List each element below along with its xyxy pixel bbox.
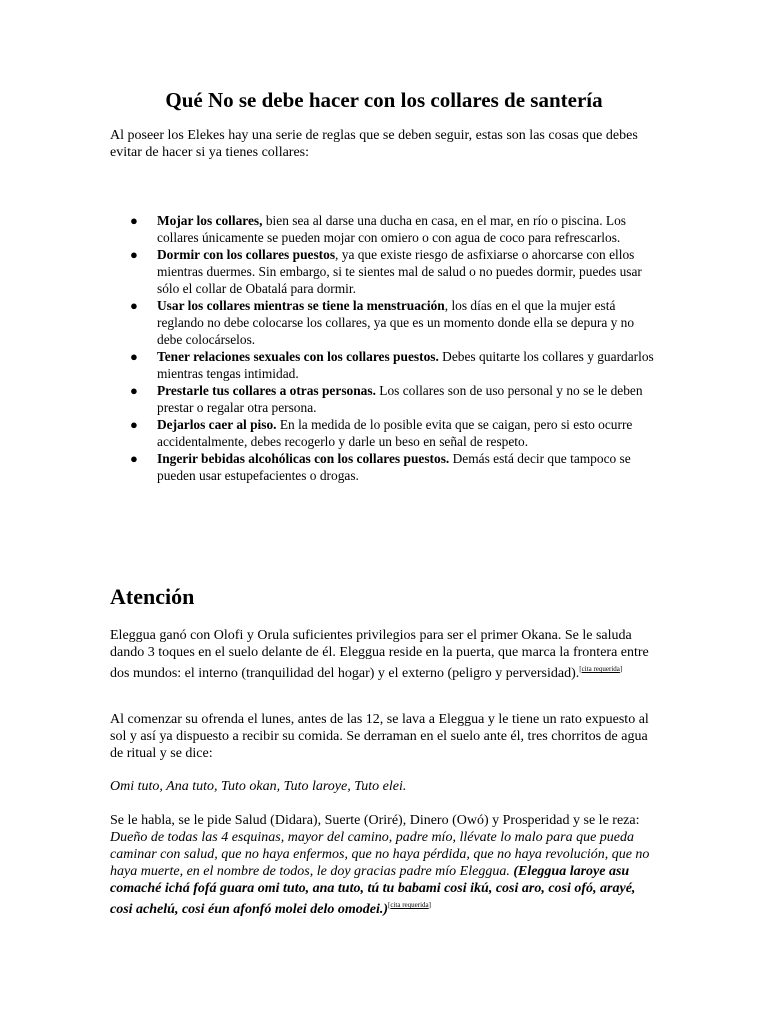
rule-text: bien sea al darse una ducha en casa, en el mar, en río o piscina. Los collares únicamente se pueden mojar con omiero o con agua de coco para refrescarlos.	[157, 213, 626, 245]
bullet-icon: ●	[130, 383, 138, 398]
rule-text: , los días en el que la mujer está reglando no debe colocarse los collares, ya que es un momento donde ella se depura y no debe colocárselos.	[157, 298, 635, 347]
bullet-icon: ●	[130, 213, 138, 228]
paragraph-prayer	[110, 812, 660, 918]
rule-text: Demás está decir que tampoco se pueden usar estupefacientes o drogas.	[157, 451, 631, 483]
citation-needed: [cita requerida]	[579, 665, 623, 673]
paragraph-eleggua	[110, 627, 660, 682]
intro-paragraph: Al poseer los Elekes hay una serie de reglas que se deben seguir, estas son las cosas que debes evitar de hacer si ya tienes collares:	[110, 128, 638, 160]
citation-link[interactable]: cita requerida	[390, 901, 429, 909]
rule-title: Mojar los collares,	[157, 213, 263, 228]
bullet-icon: ●	[130, 247, 138, 262]
rule-text: , ya que existe riesgo de asfixiarse o ahorcarse con ellos mientras duermes. Sin embargo, si te sientes mal de salud o no puedes dormir, puedes usar sólo el collar de Obatalá para dormir.	[157, 247, 642, 296]
citation-needed: [cita requerida]	[388, 901, 431, 909]
list-item	[110, 246, 660, 297]
list-item	[110, 450, 660, 484]
rule-title: Ingerir bebidas alcohólicas con los collares puestos.	[157, 451, 450, 466]
list-item	[110, 416, 660, 450]
paragraph-text: Eleggua ganó con Olofi y Orula suficientes privilegios para ser el primer Okana. Se le saluda dando 3 toques en el suelo delante de él. Eleggua reside en la puerta, que marca la frontera entre dos mundos: el interno (tranquilidad del hogar) y el externo (peligro y perversidad).	[110, 628, 649, 681]
paragraph-offering: Al comenzar su ofrenda el lunes, antes de las 12, se lava a Eleggua y le tiene un rato expuesto al sol y así ya dispuesto a recibir su comida. Se derraman en el suelo ante él, tres chorritos de agua de ritual y se dice:	[110, 712, 649, 761]
rules-list	[110, 212, 660, 484]
rule-title: Prestarle tus collares a otras personas.	[157, 383, 376, 398]
prayer-bold-italic: (Eleggua laroye asu comaché ichá fofá guara omi tuto, ana tuto, tú tu babami cosi ikú, cosi aro, cosi ofó, arayé, cosi achelú, cosi éun afonfó molei delo omodei.)	[110, 864, 636, 917]
bullet-icon: ●	[130, 417, 138, 432]
section-heading: Atención	[110, 584, 195, 609]
list-item	[110, 348, 660, 382]
rule-text: Debes quitarte los collares y guardarlos mientras tengas intimidad.	[157, 349, 654, 381]
rule-title: Dormir con los collares puestos	[157, 247, 336, 262]
rule-text: En la medida de lo posible evita que se caigan, pero si esto ocurre accidentalmente, debes recogerlo y darle un beso en señal de respeto.	[157, 417, 633, 449]
rule-text: Los collares son de uso personal y no se le deben prestar o regalar otra persona.	[157, 383, 643, 415]
bullet-icon: ●	[130, 349, 138, 364]
paragraph-chant: Omi tuto, Ana tuto, Tuto okan, Tuto laroye, Tuto elei.	[110, 779, 407, 794]
bullet-icon: ●	[130, 298, 138, 313]
prayer-intro: Se le habla, se le pide Salud (Didara), Suerte (Oriré), Dinero (Owó) y Prosperidad y se le reza:	[110, 813, 640, 828]
bullet-icon: ●	[130, 451, 138, 466]
page-title: Qué No se debe hacer con los collares de santería	[165, 88, 603, 112]
citation-link[interactable]: cita requerida	[581, 665, 620, 673]
rule-title: Dejarlos caer al piso.	[157, 417, 277, 432]
rule-title: Usar los collares mientras se tiene la menstruación	[157, 298, 445, 313]
list-item	[110, 212, 660, 246]
rule-title: Tener relaciones sexuales con los collares puestos.	[157, 349, 439, 364]
prayer-italic: Dueño de todas las 4 esquinas, mayor del camino, padre mío, llévate lo malo para que pueda caminar con salud, que no haya enfermos, que no haya pérdida, que no haya revolución, que no haya muerte, en el nombre de todos, le doy gracias padre mío Eleggua.	[110, 830, 650, 879]
list-item	[110, 382, 660, 416]
list-item	[110, 297, 660, 348]
